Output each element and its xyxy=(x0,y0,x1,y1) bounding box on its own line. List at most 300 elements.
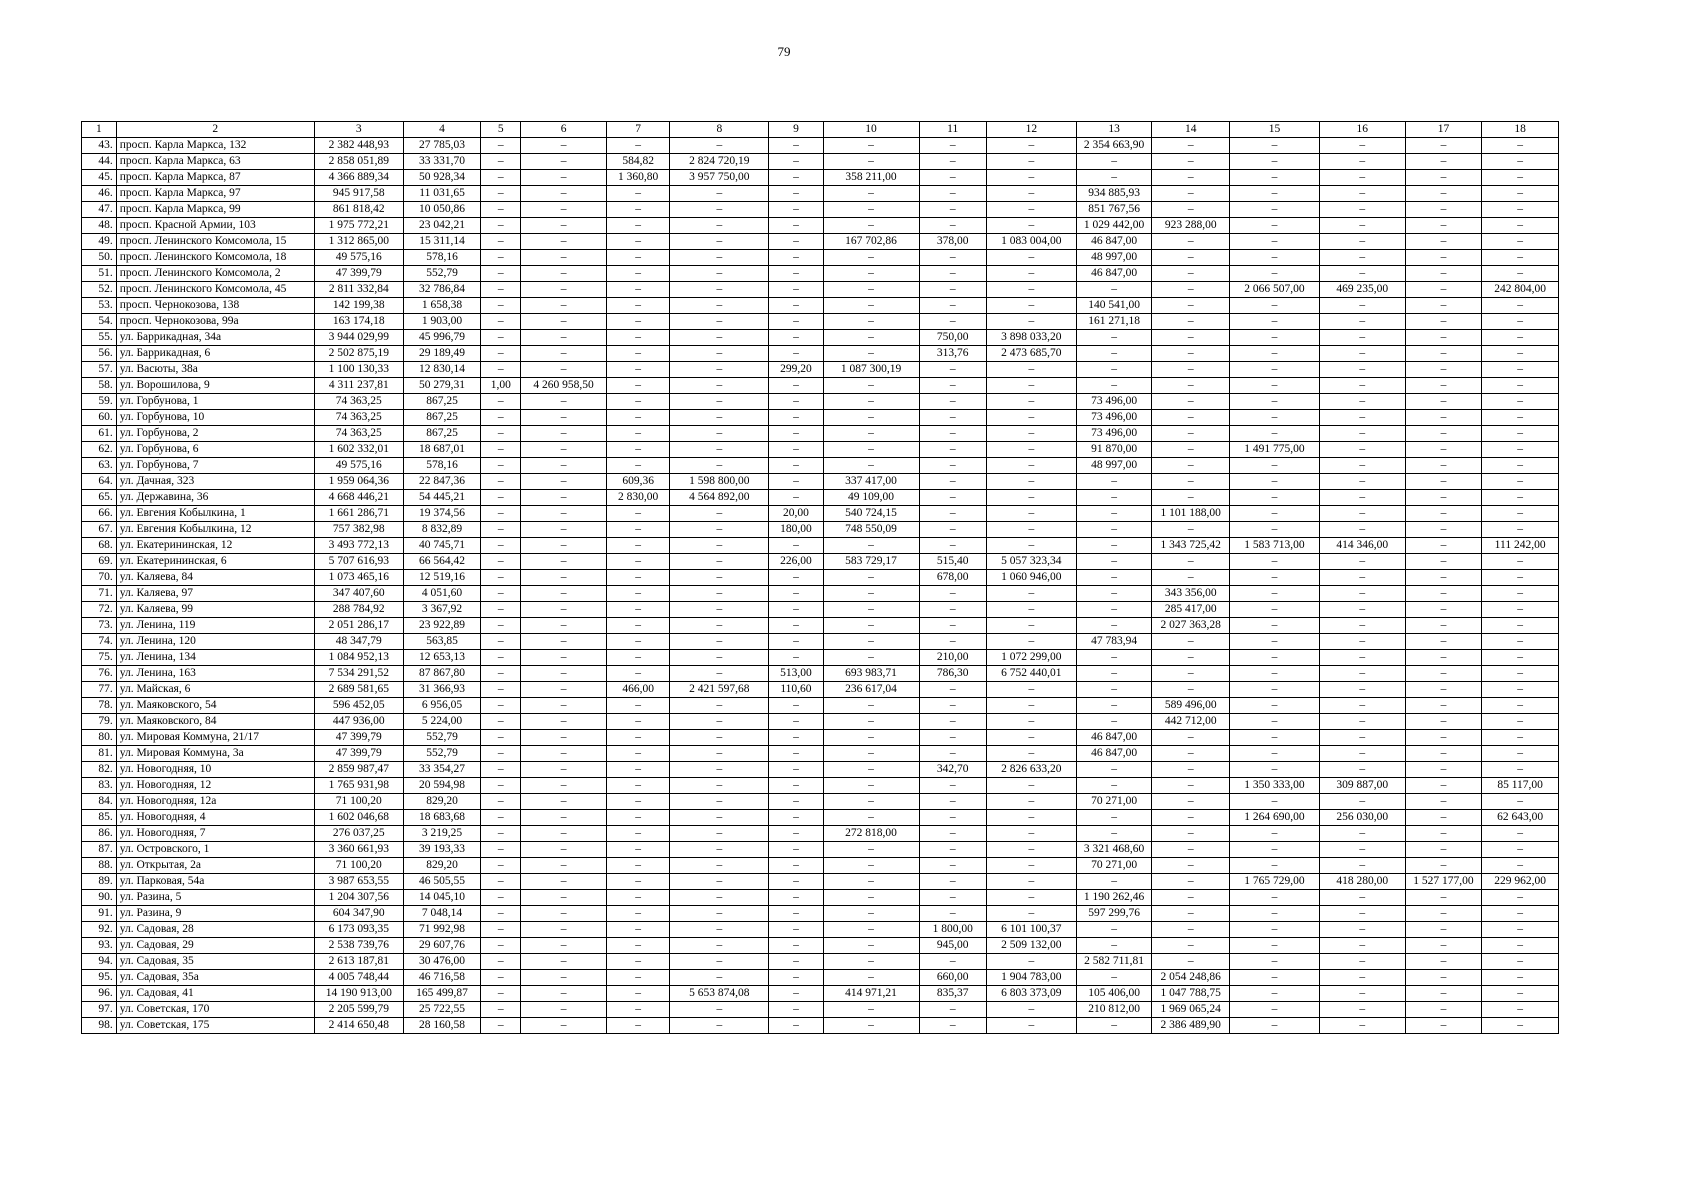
value-cell: 2 054 248,86 xyxy=(1152,970,1230,986)
table-row xyxy=(82,970,1559,986)
value-cell: – xyxy=(919,778,986,794)
value-cell: – xyxy=(521,970,607,986)
value-cell: – xyxy=(670,458,769,474)
value-cell: 2 538 739,76 xyxy=(314,938,403,954)
value-cell: – xyxy=(1230,970,1320,986)
value-cell: – xyxy=(769,762,823,778)
value-cell: – xyxy=(1405,586,1482,602)
value-cell: – xyxy=(1319,618,1405,634)
row-number: 66. xyxy=(82,506,117,522)
table-row xyxy=(82,154,1559,170)
value-cell: 74 363,25 xyxy=(314,410,403,426)
value-cell: – xyxy=(986,442,1076,458)
value-cell: – xyxy=(670,138,769,154)
value-cell: – xyxy=(769,858,823,874)
value-cell: – xyxy=(670,602,769,618)
value-cell: 70 271,00 xyxy=(1076,858,1152,874)
value-cell: – xyxy=(1230,266,1320,282)
value-cell: – xyxy=(606,954,669,970)
value-cell: – xyxy=(670,794,769,810)
table-row xyxy=(82,362,1559,378)
row-number: 58. xyxy=(82,378,117,394)
value-cell: – xyxy=(521,778,607,794)
value-cell: – xyxy=(919,794,986,810)
value-cell: 87 867,80 xyxy=(403,666,481,682)
row-number: 74. xyxy=(82,634,117,650)
value-cell: – xyxy=(670,826,769,842)
value-cell: – xyxy=(1482,698,1559,714)
address-cell: просп. Красной Армии, 103 xyxy=(116,218,314,234)
value-cell: – xyxy=(481,746,521,762)
value-cell: – xyxy=(606,810,669,826)
value-cell: – xyxy=(670,298,769,314)
table-row xyxy=(82,170,1559,186)
value-cell: – xyxy=(670,938,769,954)
value-cell: – xyxy=(1152,170,1230,186)
value-cell: 309 887,00 xyxy=(1319,778,1405,794)
value-cell: 32 786,84 xyxy=(403,282,481,298)
value-cell: – xyxy=(769,810,823,826)
value-cell: 50 928,34 xyxy=(403,170,481,186)
value-cell: – xyxy=(1230,618,1320,634)
value-cell: – xyxy=(1230,634,1320,650)
value-cell: – xyxy=(986,810,1076,826)
value-cell: – xyxy=(986,874,1076,890)
value-cell: 1 083 004,00 xyxy=(986,234,1076,250)
value-cell: – xyxy=(481,170,521,186)
value-cell: – xyxy=(481,186,521,202)
value-cell: – xyxy=(1076,810,1152,826)
value-cell: – xyxy=(481,650,521,666)
value-cell: 583 729,17 xyxy=(823,554,919,570)
value-cell: – xyxy=(521,1018,607,1034)
value-cell: – xyxy=(1482,762,1559,778)
value-cell: – xyxy=(1152,650,1230,666)
row-number: 70. xyxy=(82,570,117,586)
value-cell: – xyxy=(1076,778,1152,794)
value-cell: 596 452,05 xyxy=(314,698,403,714)
value-cell: – xyxy=(1482,922,1559,938)
row-number: 91. xyxy=(82,906,117,922)
value-cell: – xyxy=(919,474,986,490)
address-cell: ул. Васюты, 38а xyxy=(116,362,314,378)
value-cell: 945 917,58 xyxy=(314,186,403,202)
value-cell: – xyxy=(1230,362,1320,378)
value-cell: – xyxy=(1482,202,1559,218)
value-cell: – xyxy=(1152,762,1230,778)
value-cell: – xyxy=(521,250,607,266)
value-cell: – xyxy=(919,442,986,458)
value-cell: – xyxy=(606,186,669,202)
value-cell: 2 382 448,93 xyxy=(314,138,403,154)
address-cell: ул. Баррикадная, 34а xyxy=(116,330,314,346)
address-cell: ул. Державина, 36 xyxy=(116,490,314,506)
value-cell: – xyxy=(823,714,919,730)
value-cell: 33 354,27 xyxy=(403,762,481,778)
value-cell: 1 190 262,46 xyxy=(1076,890,1152,906)
address-cell: просп. Чернокозова, 138 xyxy=(116,298,314,314)
value-cell: – xyxy=(823,778,919,794)
value-cell: – xyxy=(1482,570,1559,586)
table-row xyxy=(82,266,1559,282)
value-cell: – xyxy=(481,410,521,426)
table-row xyxy=(82,602,1559,618)
value-cell: – xyxy=(606,586,669,602)
row-number: 95. xyxy=(82,970,117,986)
value-cell: 1 060 946,00 xyxy=(986,570,1076,586)
value-cell: – xyxy=(1152,842,1230,858)
value-cell: 49 575,16 xyxy=(314,458,403,474)
value-cell: – xyxy=(481,394,521,410)
value-cell: – xyxy=(1482,890,1559,906)
value-cell: – xyxy=(986,458,1076,474)
value-cell: – xyxy=(1152,234,1230,250)
value-cell: 18 687,01 xyxy=(403,442,481,458)
value-cell: – xyxy=(1482,970,1559,986)
value-cell: – xyxy=(1230,250,1320,266)
table-row xyxy=(82,810,1559,826)
value-cell: 210,00 xyxy=(919,650,986,666)
value-cell: – xyxy=(1482,314,1559,330)
table-row xyxy=(82,634,1559,650)
value-cell: 1 343 725,42 xyxy=(1152,538,1230,554)
value-cell: – xyxy=(481,954,521,970)
value-cell: 1 959 064,36 xyxy=(314,474,403,490)
value-cell: – xyxy=(521,650,607,666)
value-cell: 4 311 237,81 xyxy=(314,378,403,394)
value-cell: – xyxy=(1319,762,1405,778)
value-cell: 46 847,00 xyxy=(1076,746,1152,762)
value-cell: – xyxy=(670,714,769,730)
row-number: 61. xyxy=(82,426,117,442)
value-cell: – xyxy=(670,762,769,778)
value-cell: – xyxy=(1319,330,1405,346)
value-cell: – xyxy=(481,634,521,650)
value-cell: – xyxy=(1076,522,1152,538)
value-cell: – xyxy=(1152,138,1230,154)
value-cell: 256 030,00 xyxy=(1319,810,1405,826)
value-cell: – xyxy=(1482,634,1559,650)
value-cell: 285 417,00 xyxy=(1152,602,1230,618)
value-cell: – xyxy=(1482,474,1559,490)
row-number: 79. xyxy=(82,714,117,730)
value-cell: – xyxy=(1405,794,1482,810)
value-cell: – xyxy=(823,250,919,266)
value-cell: – xyxy=(823,970,919,986)
value-cell: – xyxy=(481,346,521,362)
value-cell: – xyxy=(919,154,986,170)
row-number: 54. xyxy=(82,314,117,330)
value-cell: – xyxy=(670,698,769,714)
value-cell: – xyxy=(1319,826,1405,842)
row-number: 80. xyxy=(82,730,117,746)
value-cell: – xyxy=(1076,154,1152,170)
address-cell: ул. Ленина, 163 xyxy=(116,666,314,682)
table-row xyxy=(82,330,1559,346)
value-cell: – xyxy=(1482,1002,1559,1018)
value-cell: – xyxy=(1405,250,1482,266)
value-cell: – xyxy=(1152,186,1230,202)
value-cell: – xyxy=(1152,410,1230,426)
value-cell: – xyxy=(1152,442,1230,458)
value-cell: – xyxy=(769,938,823,954)
value-cell: – xyxy=(481,202,521,218)
value-cell: – xyxy=(1152,490,1230,506)
value-cell: – xyxy=(1230,762,1320,778)
value-cell: – xyxy=(1405,618,1482,634)
value-cell: – xyxy=(670,234,769,250)
value-cell: – xyxy=(769,538,823,554)
row-number: 49. xyxy=(82,234,117,250)
value-cell: 867,25 xyxy=(403,426,481,442)
value-cell: – xyxy=(481,442,521,458)
value-cell: 1 602 332,01 xyxy=(314,442,403,458)
value-cell: – xyxy=(1319,554,1405,570)
value-cell: – xyxy=(481,874,521,890)
row-number: 63. xyxy=(82,458,117,474)
value-cell: 48 347,79 xyxy=(314,634,403,650)
value-cell: – xyxy=(986,954,1076,970)
value-cell: – xyxy=(521,858,607,874)
value-cell: – xyxy=(606,922,669,938)
value-cell: 1 583 713,00 xyxy=(1230,538,1320,554)
value-cell: 2 027 363,28 xyxy=(1152,618,1230,634)
value-cell: – xyxy=(521,746,607,762)
value-cell: – xyxy=(1405,458,1482,474)
address-cell: ул. Горбунова, 1 xyxy=(116,394,314,410)
value-cell: – xyxy=(1482,650,1559,666)
value-cell: – xyxy=(670,666,769,682)
value-cell: – xyxy=(1230,602,1320,618)
value-cell: – xyxy=(1319,970,1405,986)
value-cell: – xyxy=(1152,426,1230,442)
value-cell: 6 101 100,37 xyxy=(986,922,1076,938)
value-cell: – xyxy=(521,186,607,202)
value-cell: – xyxy=(481,522,521,538)
value-cell: 39 193,33 xyxy=(403,842,481,858)
row-number: 81. xyxy=(82,746,117,762)
value-cell: – xyxy=(1319,138,1405,154)
value-cell: – xyxy=(521,682,607,698)
value-cell: – xyxy=(1405,442,1482,458)
value-cell: – xyxy=(606,970,669,986)
value-cell: – xyxy=(919,506,986,522)
value-cell: – xyxy=(606,138,669,154)
value-cell: – xyxy=(823,810,919,826)
value-cell: – xyxy=(670,906,769,922)
value-cell: – xyxy=(1230,218,1320,234)
value-cell: – xyxy=(670,378,769,394)
value-cell: – xyxy=(481,986,521,1002)
value-cell: 418 280,00 xyxy=(1319,874,1405,890)
value-cell: – xyxy=(670,282,769,298)
value-cell: – xyxy=(823,1002,919,1018)
value-cell: 5 057 323,34 xyxy=(986,554,1076,570)
value-cell: – xyxy=(769,826,823,842)
value-cell: – xyxy=(823,458,919,474)
value-cell: 923 288,00 xyxy=(1152,218,1230,234)
value-cell: 313,76 xyxy=(919,346,986,362)
value-cell: – xyxy=(606,202,669,218)
value-cell: – xyxy=(823,298,919,314)
address-cell: ул. Разина, 5 xyxy=(116,890,314,906)
table-row xyxy=(82,490,1559,506)
value-cell: 12 830,14 xyxy=(403,362,481,378)
value-cell: 15 311,14 xyxy=(403,234,481,250)
value-cell: 62 643,00 xyxy=(1482,810,1559,826)
column-header: 14 xyxy=(1152,122,1230,138)
value-cell: – xyxy=(919,170,986,186)
value-cell: – xyxy=(670,506,769,522)
value-cell: – xyxy=(919,250,986,266)
value-cell: 609,36 xyxy=(606,474,669,490)
value-cell: 343 356,00 xyxy=(1152,586,1230,602)
address-cell: ул. Советская, 170 xyxy=(116,1002,314,1018)
value-cell: – xyxy=(606,394,669,410)
value-cell: – xyxy=(481,730,521,746)
value-cell: – xyxy=(1405,522,1482,538)
value-cell: 47 399,79 xyxy=(314,746,403,762)
value-cell: – xyxy=(521,810,607,826)
value-cell: 54 445,21 xyxy=(403,490,481,506)
value-cell: – xyxy=(769,442,823,458)
value-cell: – xyxy=(1076,938,1152,954)
value-cell: – xyxy=(769,890,823,906)
value-cell: – xyxy=(1230,906,1320,922)
value-cell: 1 765 931,98 xyxy=(314,778,403,794)
value-cell: – xyxy=(769,1002,823,1018)
row-number: 69. xyxy=(82,554,117,570)
value-cell: – xyxy=(986,426,1076,442)
value-cell: 1 800,00 xyxy=(919,922,986,938)
value-cell: – xyxy=(986,474,1076,490)
address-cell: ул. Новогодняя, 12а xyxy=(116,794,314,810)
value-cell: 20,00 xyxy=(769,506,823,522)
value-cell: 2 826 633,20 xyxy=(986,762,1076,778)
value-cell: – xyxy=(986,906,1076,922)
value-cell: – xyxy=(823,954,919,970)
value-cell: 1 491 775,00 xyxy=(1230,442,1320,458)
value-cell: – xyxy=(769,714,823,730)
address-cell: ул. Ленина, 119 xyxy=(116,618,314,634)
row-number: 68. xyxy=(82,538,117,554)
value-cell: – xyxy=(606,442,669,458)
value-cell: – xyxy=(1076,602,1152,618)
value-cell: – xyxy=(769,394,823,410)
value-cell: 236 617,04 xyxy=(823,682,919,698)
value-cell: – xyxy=(481,1002,521,1018)
value-cell: – xyxy=(1152,794,1230,810)
value-cell: – xyxy=(1482,682,1559,698)
value-cell: – xyxy=(1152,746,1230,762)
address-cell: просп. Карла Маркса, 99 xyxy=(116,202,314,218)
value-cell: – xyxy=(1319,346,1405,362)
value-cell: – xyxy=(481,538,521,554)
value-cell: – xyxy=(1230,858,1320,874)
value-cell: – xyxy=(1482,986,1559,1002)
address-cell: ул. Открытая, 2а xyxy=(116,858,314,874)
value-cell: – xyxy=(481,458,521,474)
value-cell: – xyxy=(1076,506,1152,522)
value-cell: – xyxy=(1405,314,1482,330)
value-cell: – xyxy=(823,794,919,810)
value-cell: – xyxy=(670,218,769,234)
value-cell: – xyxy=(1405,858,1482,874)
value-cell: 748 550,09 xyxy=(823,522,919,538)
table-row xyxy=(82,554,1559,570)
value-cell: – xyxy=(769,922,823,938)
value-cell: – xyxy=(1230,170,1320,186)
value-cell: – xyxy=(1152,826,1230,842)
value-cell: 3 360 661,93 xyxy=(314,842,403,858)
value-cell: – xyxy=(606,218,669,234)
value-cell: – xyxy=(481,778,521,794)
value-cell: 1 029 442,00 xyxy=(1076,218,1152,234)
value-cell: – xyxy=(606,858,669,874)
value-cell: – xyxy=(481,666,521,682)
value-cell: – xyxy=(521,634,607,650)
value-cell: 5 707 616,93 xyxy=(314,554,403,570)
value-cell: 1 101 188,00 xyxy=(1152,506,1230,522)
value-cell: – xyxy=(1076,698,1152,714)
value-cell: 66 564,42 xyxy=(403,554,481,570)
address-cell: просп. Ленинского Комсомола, 18 xyxy=(116,250,314,266)
value-cell: 14 045,10 xyxy=(403,890,481,906)
value-cell: 140 541,00 xyxy=(1076,298,1152,314)
value-cell: 2 858 051,89 xyxy=(314,154,403,170)
value-cell: 49 575,16 xyxy=(314,250,403,266)
row-number: 85. xyxy=(82,810,117,826)
value-cell: – xyxy=(670,314,769,330)
value-cell: 46 716,58 xyxy=(403,970,481,986)
value-cell: – xyxy=(481,138,521,154)
value-cell: 71 100,20 xyxy=(314,794,403,810)
value-cell: 1 969 065,24 xyxy=(1152,1002,1230,1018)
value-cell: – xyxy=(769,586,823,602)
value-cell: 4 051,60 xyxy=(403,586,481,602)
value-cell: 584,82 xyxy=(606,154,669,170)
value-cell: 299,20 xyxy=(769,362,823,378)
value-cell: – xyxy=(986,618,1076,634)
value-cell: – xyxy=(606,698,669,714)
value-cell: – xyxy=(481,922,521,938)
value-cell: – xyxy=(606,554,669,570)
row-number: 71. xyxy=(82,586,117,602)
value-cell: 29 607,76 xyxy=(403,938,481,954)
value-cell: – xyxy=(1319,170,1405,186)
value-cell: – xyxy=(1319,906,1405,922)
value-cell: 272 818,00 xyxy=(823,826,919,842)
value-cell: – xyxy=(521,170,607,186)
value-cell: – xyxy=(606,890,669,906)
value-cell: – xyxy=(986,138,1076,154)
value-cell: – xyxy=(1152,682,1230,698)
value-cell: – xyxy=(1152,202,1230,218)
value-cell: – xyxy=(1482,602,1559,618)
row-number: 60. xyxy=(82,410,117,426)
value-cell: 2 859 987,47 xyxy=(314,762,403,778)
value-cell: 515,40 xyxy=(919,554,986,570)
value-cell: – xyxy=(1152,874,1230,890)
value-cell: – xyxy=(1076,682,1152,698)
value-cell: 2 051 286,17 xyxy=(314,618,403,634)
value-cell: 1 658,38 xyxy=(403,298,481,314)
column-header: 6 xyxy=(521,122,607,138)
row-number: 82. xyxy=(82,762,117,778)
row-number: 86. xyxy=(82,826,117,842)
value-cell: – xyxy=(1152,922,1230,938)
value-cell: – xyxy=(521,602,607,618)
